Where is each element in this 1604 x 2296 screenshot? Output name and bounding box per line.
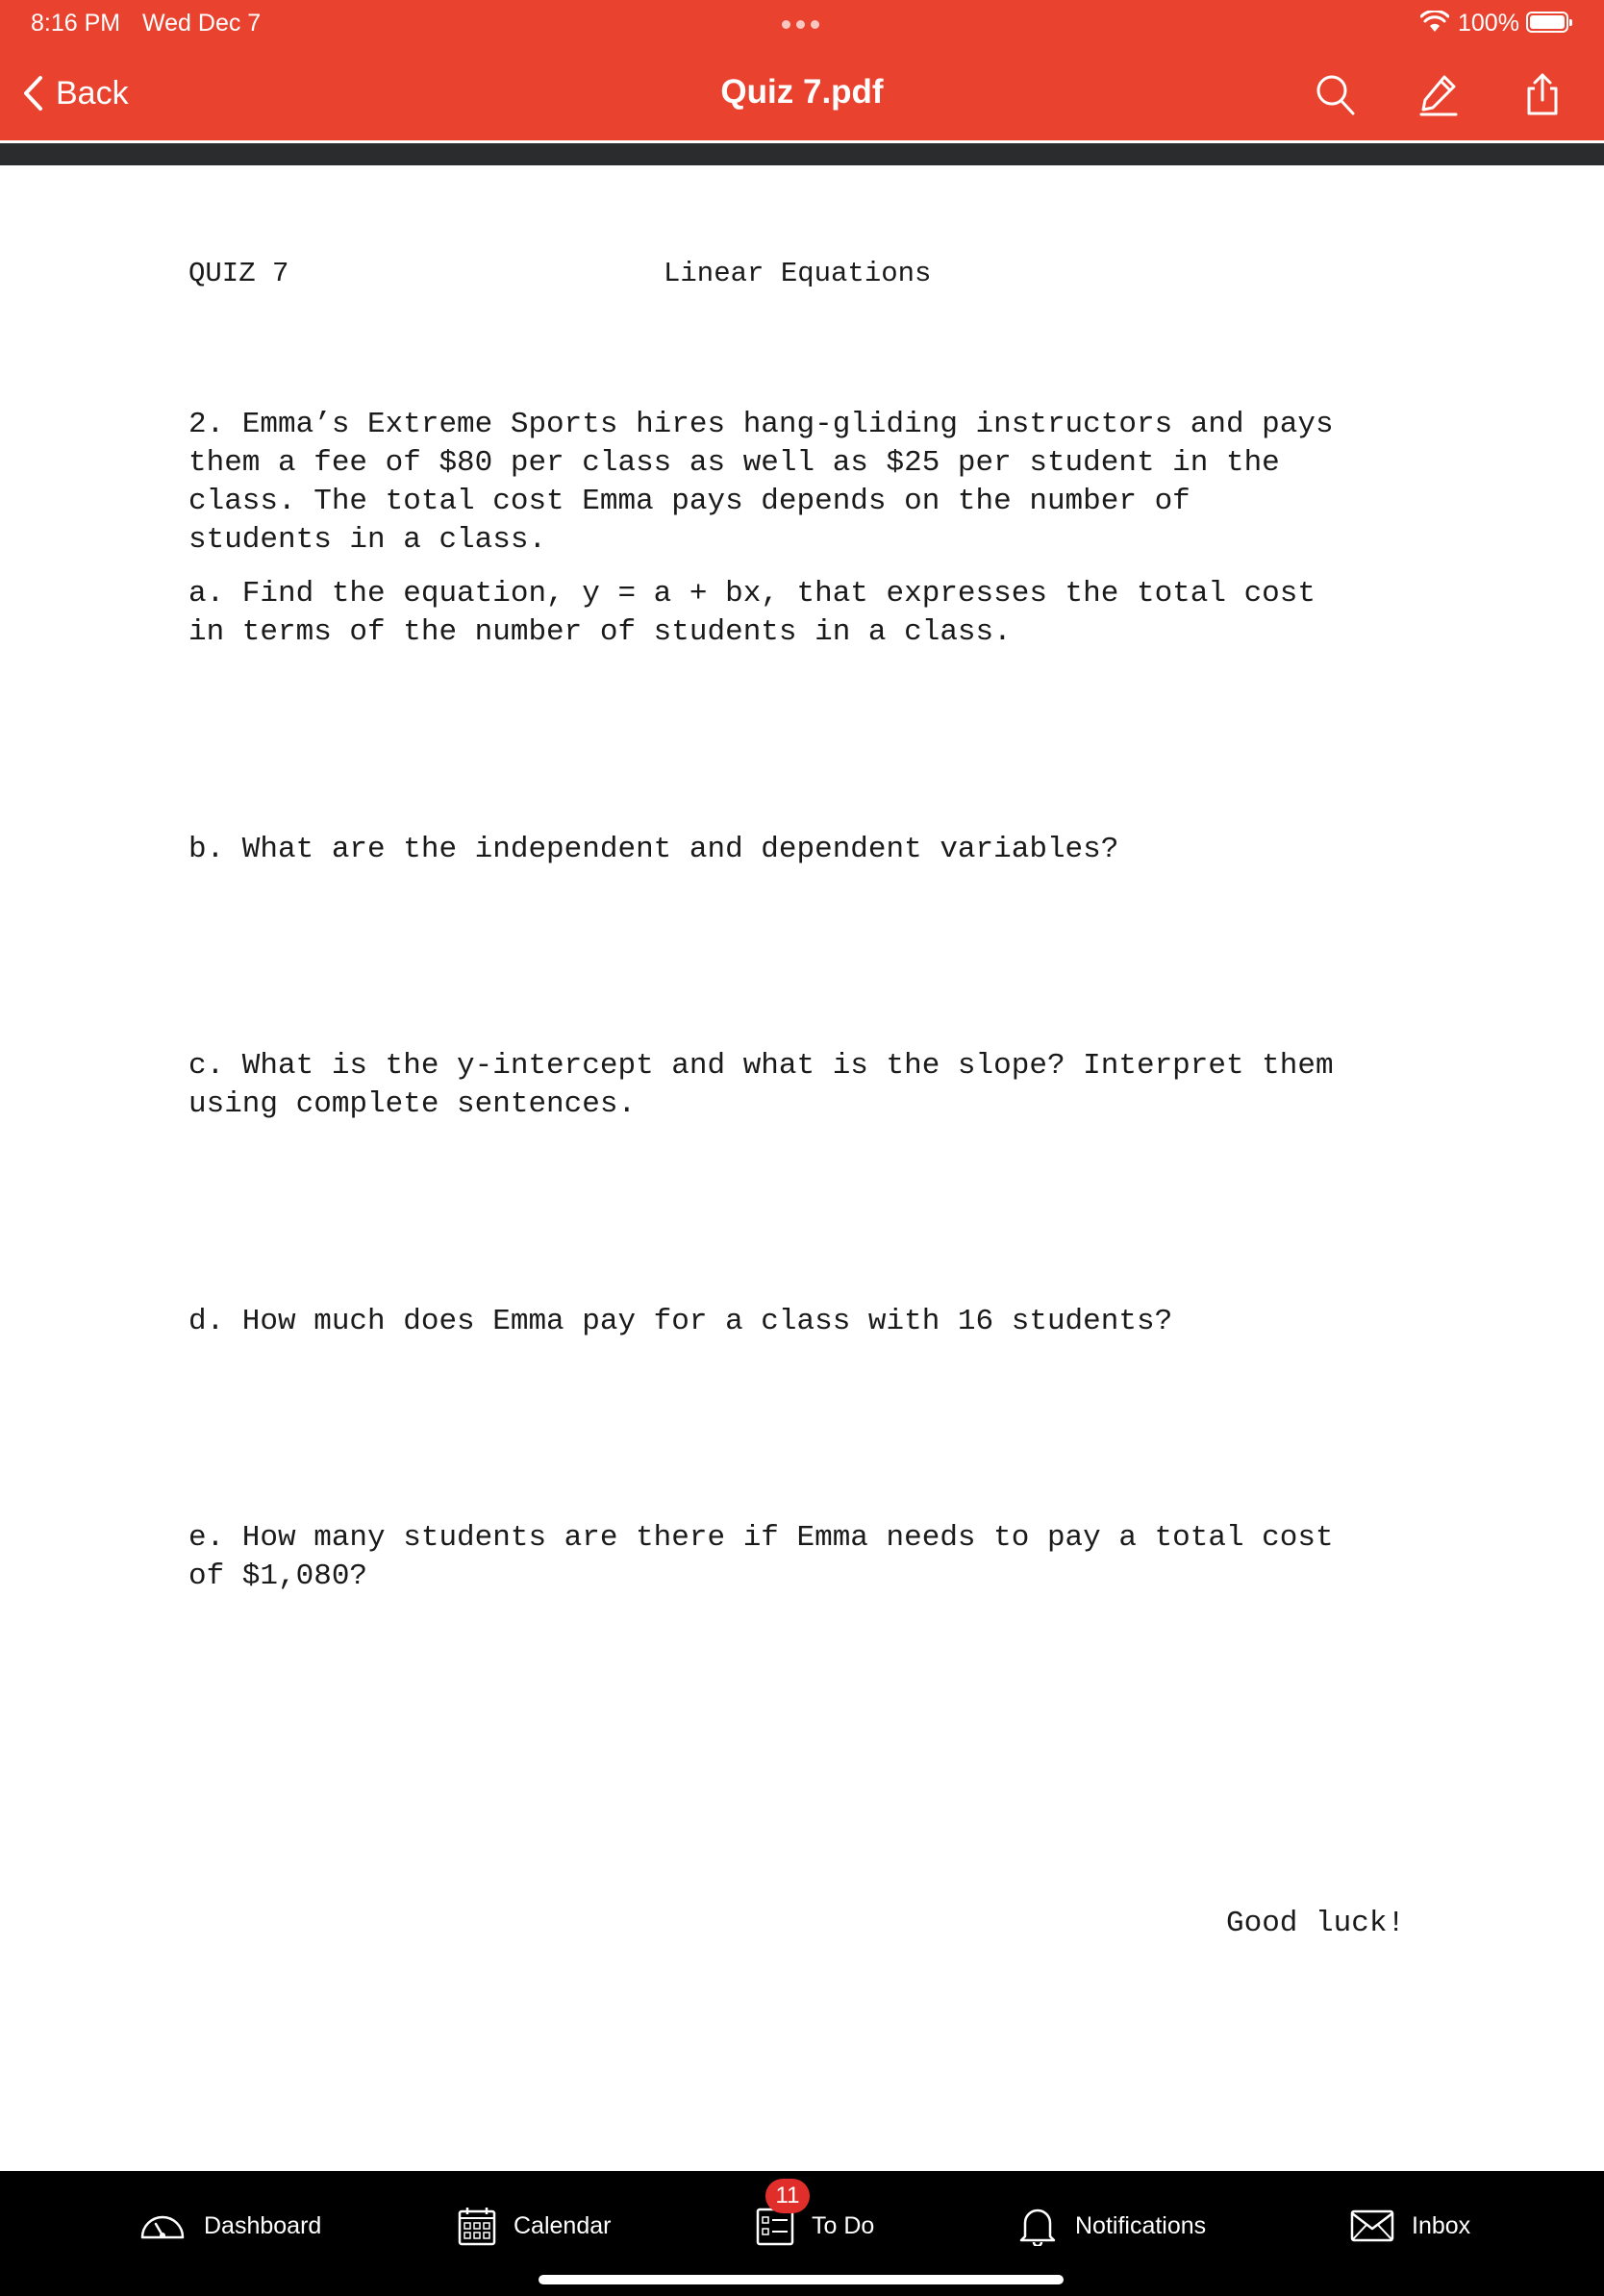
home-indicator[interactable]: [539, 2275, 1064, 2284]
topic-heading: Linear Equations: [664, 258, 932, 289]
toolbar-strip: [0, 143, 1604, 165]
share-icon[interactable]: [1519, 71, 1566, 117]
status-date: Wed Dec 7: [142, 10, 262, 37]
question-part-c: c. What is the y-intercept and what is the slope? Interpret them using complete sentences.: [188, 1049, 1334, 1121]
document-title: Quiz 7.pdf: [720, 73, 884, 111]
battery-percent: 100%: [1458, 10, 1519, 37]
tab-label-inbox: Inbox: [1412, 2211, 1471, 2239]
app-header: [0, 0, 1604, 142]
question-part-d: d. How much does Emma pay for a class with 16 students?: [188, 1305, 1173, 1338]
dashboard-icon: [138, 2210, 187, 2241]
tab-calendar[interactable]: [458, 2202, 611, 2250]
tab-label-notifications: Notifications: [1075, 2211, 1207, 2239]
annotate-pen-icon[interactable]: [1416, 71, 1462, 117]
tab-label-dashboard: Dashboard: [204, 2211, 322, 2239]
bottom-tab-bar: [0, 2171, 1604, 2296]
battery-fill: [1530, 15, 1565, 29]
search-icon[interactable]: [1311, 71, 1357, 117]
tab-label-calendar: Calendar: [514, 2211, 612, 2239]
status-time: 8:16 PM: [31, 10, 121, 37]
todo-count-badge: 11: [765, 2179, 810, 2213]
bell-icon: [1017, 2206, 1058, 2246]
tab-label-todo: To Do: [812, 2211, 875, 2239]
tab-dashboard[interactable]: [138, 2202, 321, 2250]
pdf-page[interactable]: [0, 165, 1604, 2171]
wifi-icon: [1420, 11, 1449, 34]
question-intro: 2. Emma’s Extreme Sports hires hang-gliding instructors and pays them a fee of $80 per class as well as $25 per student in the class. The total cost Emma pays depends on the number of students in a class.: [188, 408, 1334, 557]
multitasking-dots-icon[interactable]: [782, 20, 819, 29]
question-part-e: e. How many students are there if Emma needs to pay a total cost of $1,080?: [188, 1521, 1334, 1593]
quiz-label: QUIZ 7: [188, 258, 289, 289]
calendar-icon: [458, 2206, 496, 2246]
tab-inbox[interactable]: [1350, 2202, 1470, 2250]
closing-text: Good luck!: [1226, 1907, 1406, 1940]
battery-icon: [1526, 12, 1568, 33]
question-part-b: b. What are the independent and dependent variables?: [188, 833, 1119, 866]
back-label: Back: [56, 74, 129, 112]
question-part-a: a. Find the equation, y = a + bx, that expresses the total cost in terms of the number of students in a class.: [188, 577, 1316, 649]
envelope-icon: [1350, 2209, 1394, 2242]
tab-notifications[interactable]: [1017, 2202, 1206, 2250]
